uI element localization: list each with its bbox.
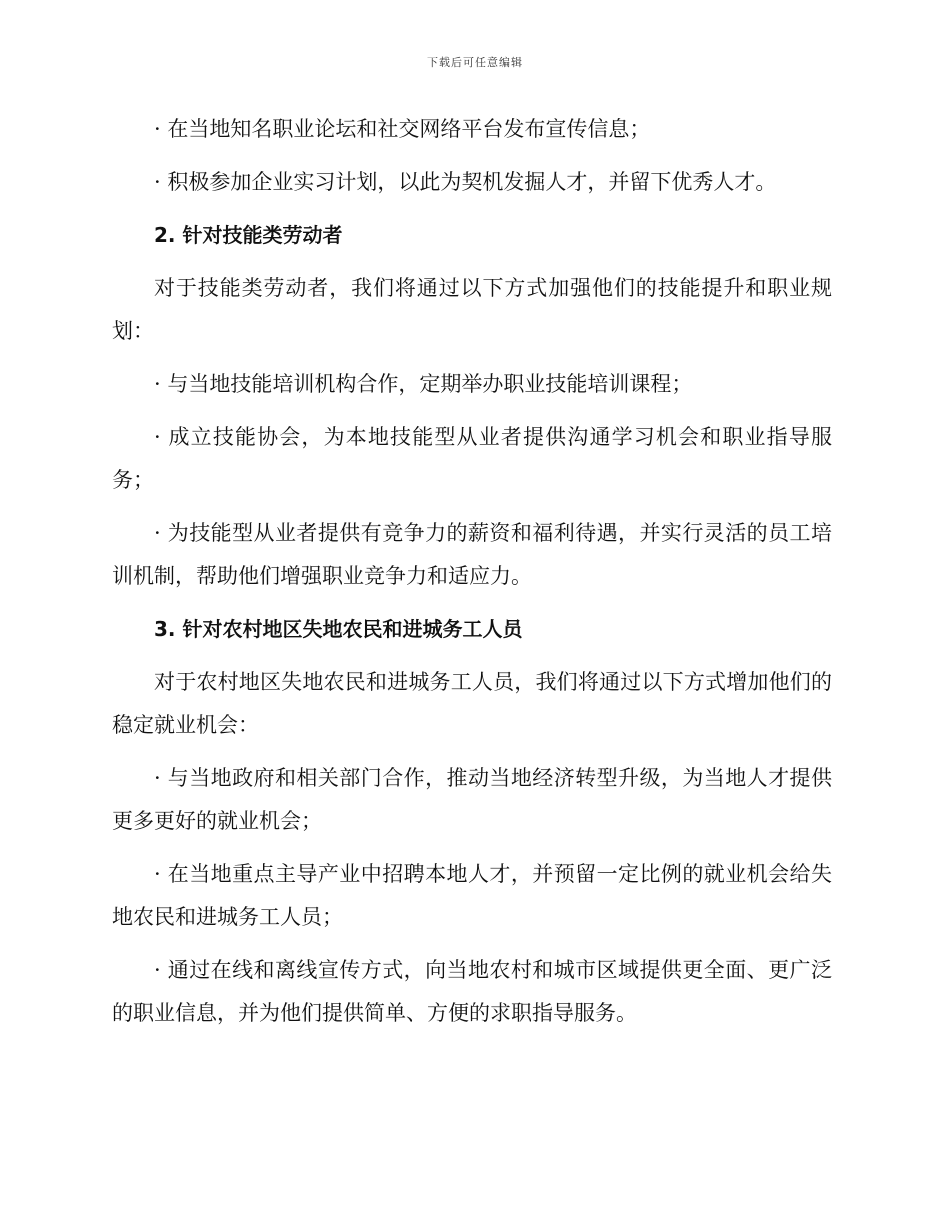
bullet-paragraph: · 在当地知名职业论坛和社交网络平台发布宣传信息； <box>154 117 651 141</box>
document-body <box>112 108 832 1045</box>
page-header: 下载后可任意编辑 <box>427 56 523 69</box>
bullet-paragraph: · 在当地重点主导产业中招聘本地人才，并预留一定比例的就业机会给失地农民和进城务工人员； <box>112 862 832 929</box>
intro-paragraph: 对于农村地区失地农民和进城务工人员，我们将通过以下方式增加他们的稳定就业机会： <box>112 670 832 737</box>
bullet-paragraph: · 为技能型从业者提供有竞争力的薪资和福利待遇，并实行灵活的员工培训机制，帮助他们增强职业竞争力和适应力。 <box>112 521 832 588</box>
bullet-paragraph: · 通过在线和离线宣传方式，向当地农村和城市区域提供更全面、更广泛的职业信息，并为他们提供简单、方便的求职指导服务。 <box>112 958 832 1025</box>
bullet-paragraph: · 积极参加企业实习计划，以此为契机发掘人才，并留下优秀人才。 <box>154 170 777 194</box>
intro-paragraph: 对于技能类劳动者，我们将通过以下方式加强他们的技能提升和职业规划： <box>112 276 832 343</box>
bullet-paragraph: · 与当地技能培训机构合作，定期举办职业技能培训课程； <box>154 372 693 396</box>
bullet-paragraph: · 成立技能协会，为本地技能型从业者提供沟通学习机会和职业指导服务； <box>112 425 832 492</box>
section-heading: 3. 针对农村地区失地农民和进城务工人员 <box>154 617 523 641</box>
section-heading: 2. 针对技能类劳动者 <box>154 223 343 247</box>
bullet-paragraph: · 与当地政府和相关部门合作，推动当地经济转型升级，为当地人才提供更多更好的就业机会； <box>112 766 832 833</box>
